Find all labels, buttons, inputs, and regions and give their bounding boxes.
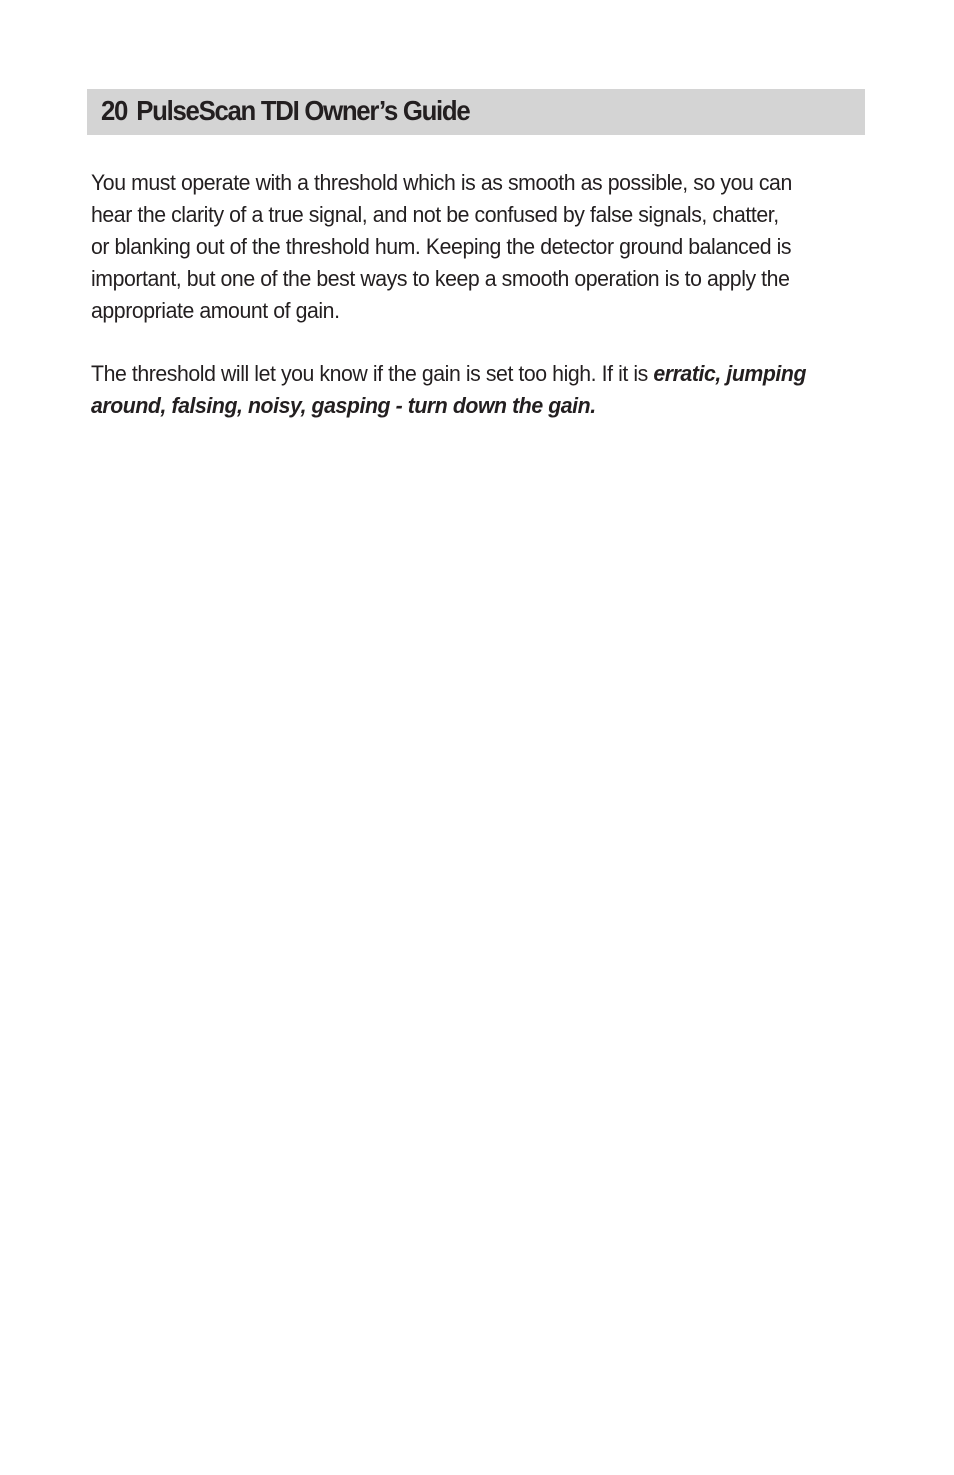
paragraph-line: hear the clarity of a true signal, and not be confused by false signals, chatter, [91,202,779,227]
paragraph-gain-warning [91,358,881,422]
paragraph-gain-threshold [91,167,881,327]
guide-title: PulseScan TDI Owner’s Guide [136,95,470,126]
page-number: 20 [101,95,128,126]
page-title [101,93,469,129]
warning-plain-text: The threshold will let you know if the gain is set too high. If it is [91,361,654,386]
paragraph-line [91,358,838,390]
warning-emphasis-text: around, falsing, noisy, gasping - turn down the gain. [91,393,596,418]
page-header-bar [87,89,865,135]
warning-emphasis-text: erratic, jumping [653,361,807,386]
paragraph-line: important, but one of the best ways to keep a smooth operation is to apply the [91,266,790,291]
paragraph-line: appropriate amount of gain. [91,298,340,323]
paragraph-line: or blanking out of the threshold hum. Keeping the detector ground balanced is [91,234,792,259]
paragraph-line: You must operate with a threshold which is as smooth as possible, so you can [91,170,792,195]
